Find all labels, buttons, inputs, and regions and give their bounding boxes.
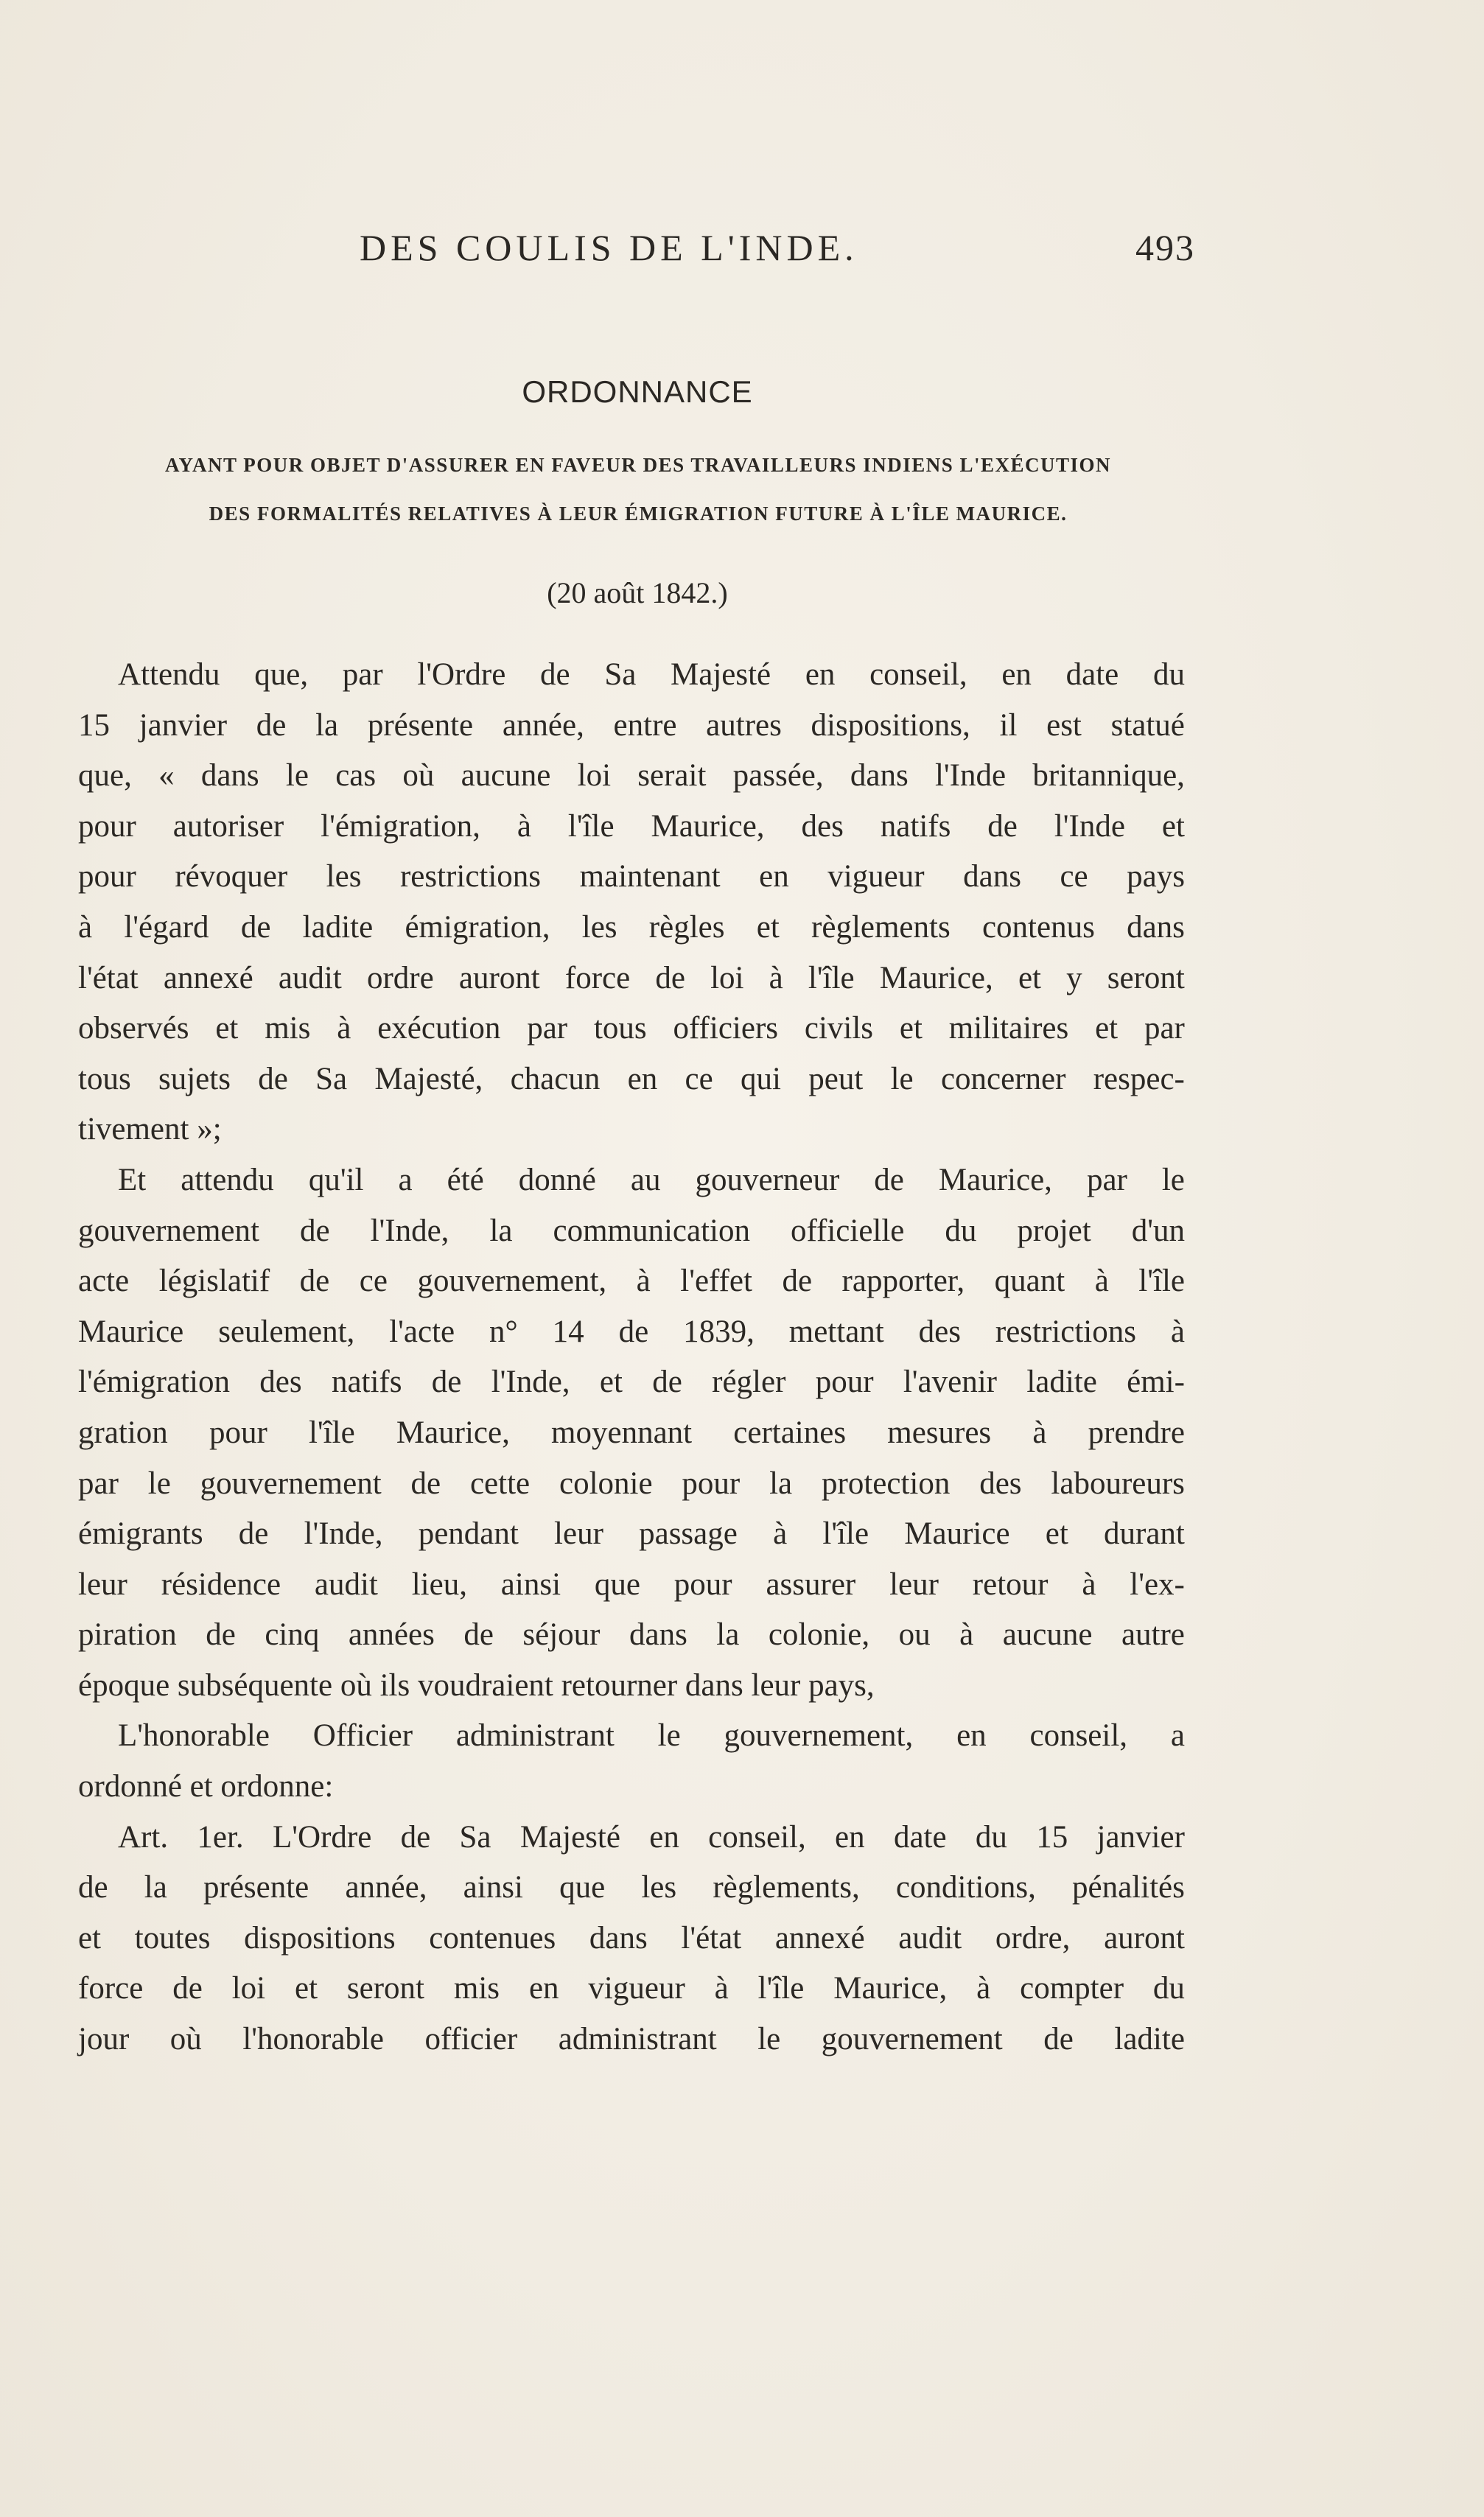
- body-line: leur résidence audit lieu, ainsi que pour assurer leur retour à l'ex-: [78, 1566, 1185, 1602]
- body-line: 15 janvier de la présente année, entre autres dispositions, il est statué: [78, 707, 1185, 743]
- body-line: par le gouvernement de cette colonie pour la protection des laboureurs: [78, 1466, 1185, 1501]
- body-line: force de loi et seront mis en vigueur à l'île Maurice, à compter du: [78, 1971, 1185, 2006]
- body-line: jour où l'honorable officier administrant le gouvernement de ladite: [78, 2022, 1185, 2057]
- ordinance-date: (20 août 1842.): [547, 576, 728, 609]
- body-line: acte législatif de ce gouvernement, à l'effet de rapporter, quant à l'île: [78, 1264, 1185, 1299]
- running-title: DES COULIS DE L'INDE.: [360, 227, 858, 268]
- body-line: Art. 1er. L'Ordre de Sa Majesté en conseil, en date du 15 janvier: [118, 1819, 1185, 1855]
- body-line: piration de cinq années de séjour dans la colonie, ou à aucune autre: [78, 1617, 1185, 1653]
- ordinance-title: ORDONNANCE: [522, 374, 753, 409]
- body-line: ordonné et ordonne:: [78, 1769, 334, 1804]
- body-line: pour autoriser l'émigration, à l'île Maurice, des natifs de l'Inde et: [78, 808, 1185, 844]
- body-line: Maurice seulement, l'acte n° 14 de 1839, mettant des restrictions à: [78, 1314, 1185, 1349]
- body-line: à l'égard de ladite émigration, les règles et règlements contenus dans: [78, 909, 1185, 945]
- body-line: Et attendu qu'il a été donné au gouverneur de Maurice, par le: [118, 1162, 1185, 1197]
- body-line: Attendu que, par l'Ordre de Sa Majesté en conseil, en date du: [118, 657, 1185, 692]
- body-line: gration pour l'île Maurice, moyennant certaines mesures à prendre: [78, 1415, 1185, 1450]
- body-line: que, « dans le cas où aucune loi serait passée, dans l'Inde britannique,: [78, 758, 1185, 794]
- ordinance-subtitle-line-1: AYANT POUR OBJET D'ASSURER EN FAVEUR DES TRAVAILLEURS INDIENS L'EXÉCUTION: [164, 454, 1112, 476]
- body-line: de la présente année, ainsi que les règlements, conditions, pénalités: [78, 1870, 1185, 1905]
- body-line: émigrants de l'Inde, pendant leur passage à l'île Maurice et durant: [78, 1516, 1185, 1552]
- running-head: [360, 225, 1195, 270]
- body-line: L'honorable Officier administrant le gouvernement, en conseil, a: [118, 1718, 1185, 1754]
- body-line: époque subséquente où ils voudraient retourner dans leur pays,: [78, 1667, 875, 1703]
- body-text: [78, 650, 1185, 2065]
- body-line: tivement »;: [78, 1112, 222, 1147]
- body-line: et toutes dispositions contenues dans l'état annexé audit ordre, auront: [78, 1920, 1185, 1956]
- body-line: l'émigration des natifs de l'Inde, et de régler pour l'avenir ladite émi-: [78, 1365, 1185, 1400]
- body-line: l'état annexé audit ordre auront force de loi à l'île Maurice, et y seront: [78, 960, 1185, 995]
- body-line: gouvernement de l'Inde, la communication officielle du projet d'un: [78, 1213, 1185, 1248]
- ordinance-subtitle-line-2: DES FORMALITÉS RELATIVES À LEUR ÉMIGRATION FUTURE À L'ÎLE MAURICE.: [209, 503, 1068, 525]
- page-number: 493: [1135, 227, 1195, 268]
- body-line: tous sujets de Sa Majesté, chacun en ce qui peut le concerner respec-: [78, 1061, 1185, 1096]
- body-line: observés et mis à exécution par tous officiers civils et militaires et par: [78, 1011, 1185, 1046]
- body-line: pour révoquer les restrictions maintenant en vigueur dans ce pays: [78, 859, 1185, 895]
